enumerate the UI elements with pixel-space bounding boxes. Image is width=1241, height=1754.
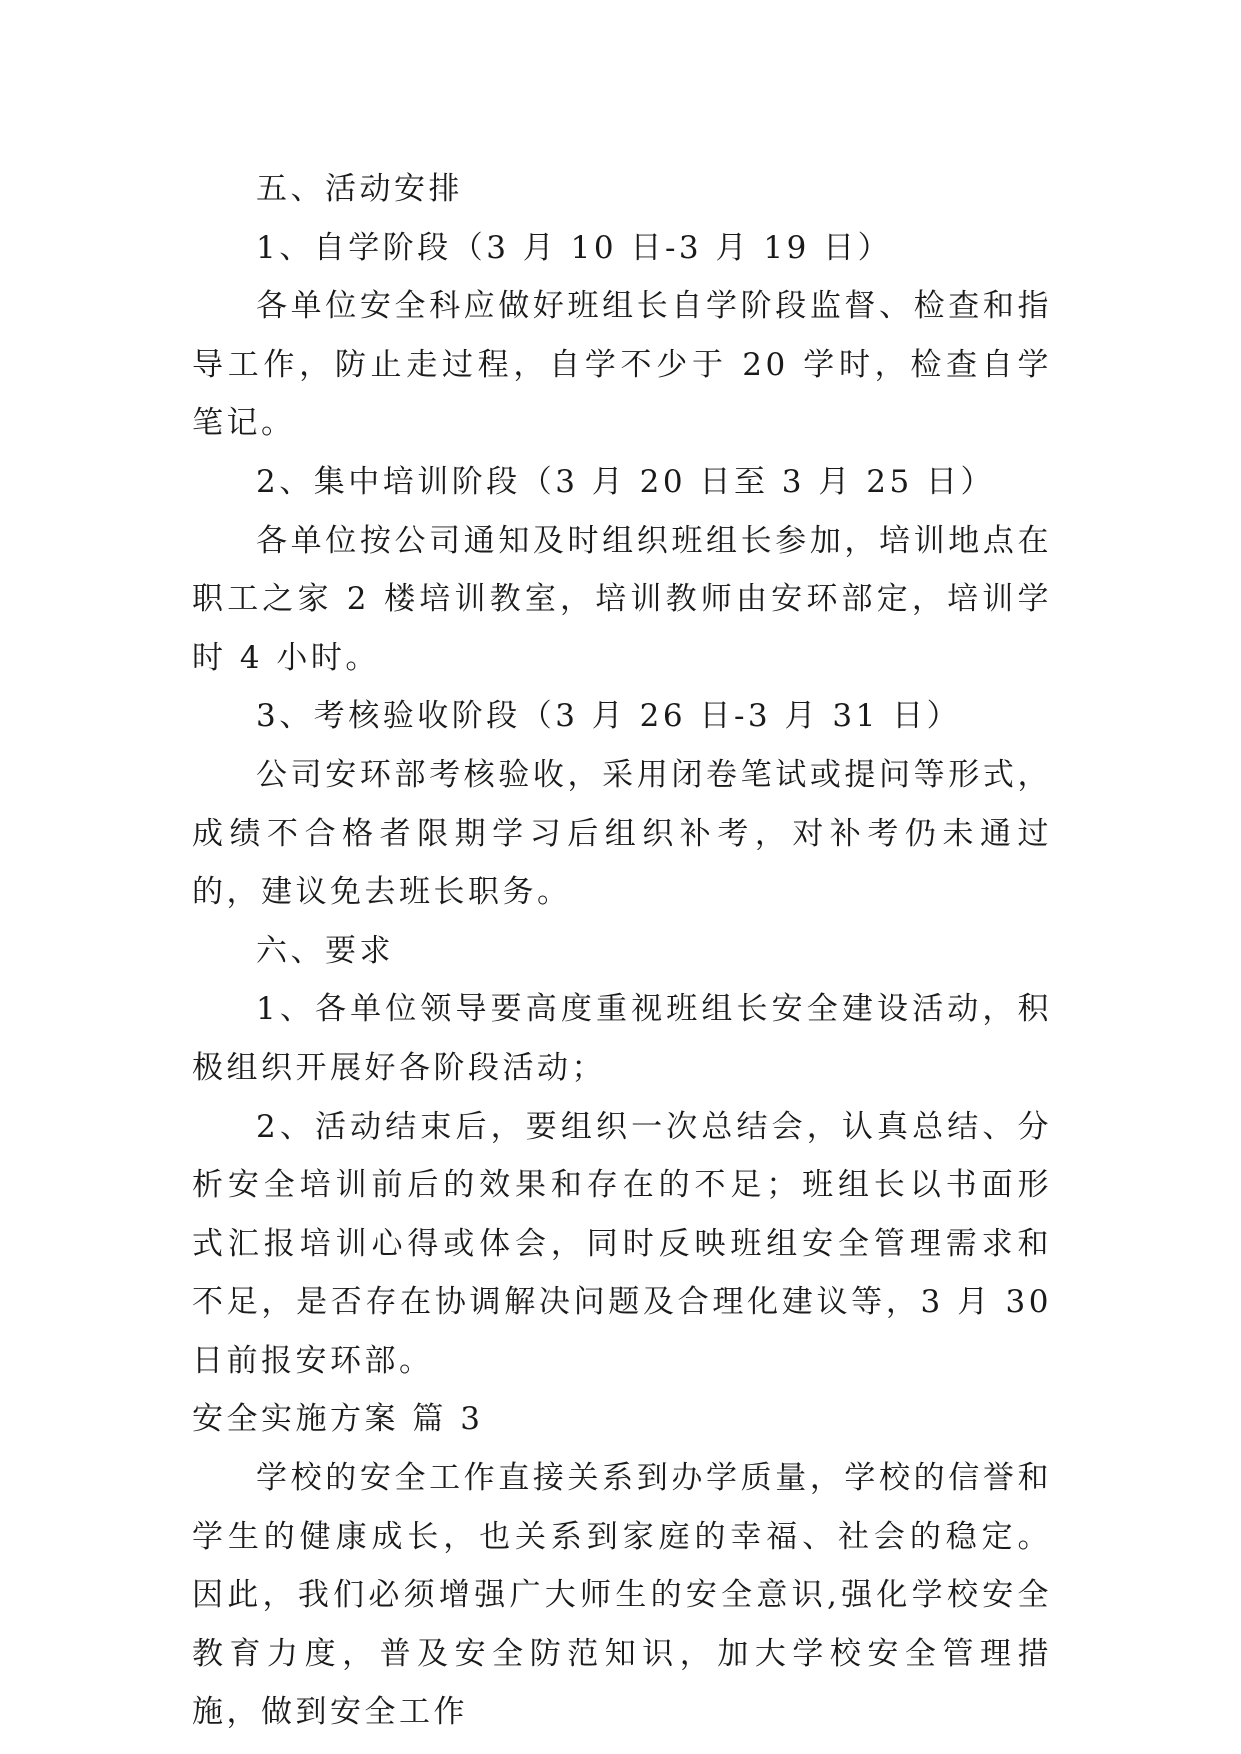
- section-heading-requirements: 六、要求: [256, 932, 394, 969]
- section-heading-activity-arrangement: 五、活动安排: [256, 171, 463, 207]
- article-title-plan-3: 安全实施方案 篇 3: [192, 1401, 484, 1438]
- stage-heading-self-study: 1、自学阶段（3 月 10 日-3 月 19 日）: [256, 229, 893, 266]
- document-body: [192, 160, 1052, 1742]
- paragraph-requirement-1: 1、各单位领导要高度重视班组长安全建设活动，积极组织开展好各阶段活动；: [192, 991, 1052, 1086]
- paragraph-assessment: 公司安环部考核验收，采用闭卷笔试或提问等形式，成绩不合格者限期学习后组织补考，对补考仍未通过的，建议免去班长职务。: [192, 756, 1052, 911]
- paragraph-self-study: 各单位安全科应做好班组长自学阶段监督、检查和指导工作，防止走过程，自学不少于 20 学时，检查自学笔记。: [192, 288, 1052, 442]
- paragraph-requirement-2: 2、活动结束后，要组织一次总结会，认真总结、分析安全培训前后的效果和存在的不足；班组长以书面形式汇报培训心得或体会，同时反映班组安全管理需求和不足，是否存在协调解决问题及合理化建议等，3 月 30 日前报安环部。: [192, 1108, 1052, 1379]
- paragraph-centralized-training: 各单位按公司通知及时组织班组长参加，培训地点在职工之家 2 楼培训教室，培训教师由安环部定，培训学时 4 小时。: [192, 522, 1052, 676]
- stage-heading-assessment: 3、考核验收阶段（3 月 26 日-3 月 31 日）: [256, 698, 962, 735]
- paragraph-school-safety: 学校的安全工作直接关系到办学质量，学校的信誉和学生的健康成长，也关系到家庭的幸福、社会的稳定。因此，我们必须增强广大师生的安全意识,强化学校安全教育力度，普及安全防范知识，加大学校安全管理措施，做到安全工作: [192, 1460, 1052, 1731]
- stage-heading-centralized-training: 2、集中培训阶段（3 月 20 日至 3 月 25 日）: [256, 463, 996, 500]
